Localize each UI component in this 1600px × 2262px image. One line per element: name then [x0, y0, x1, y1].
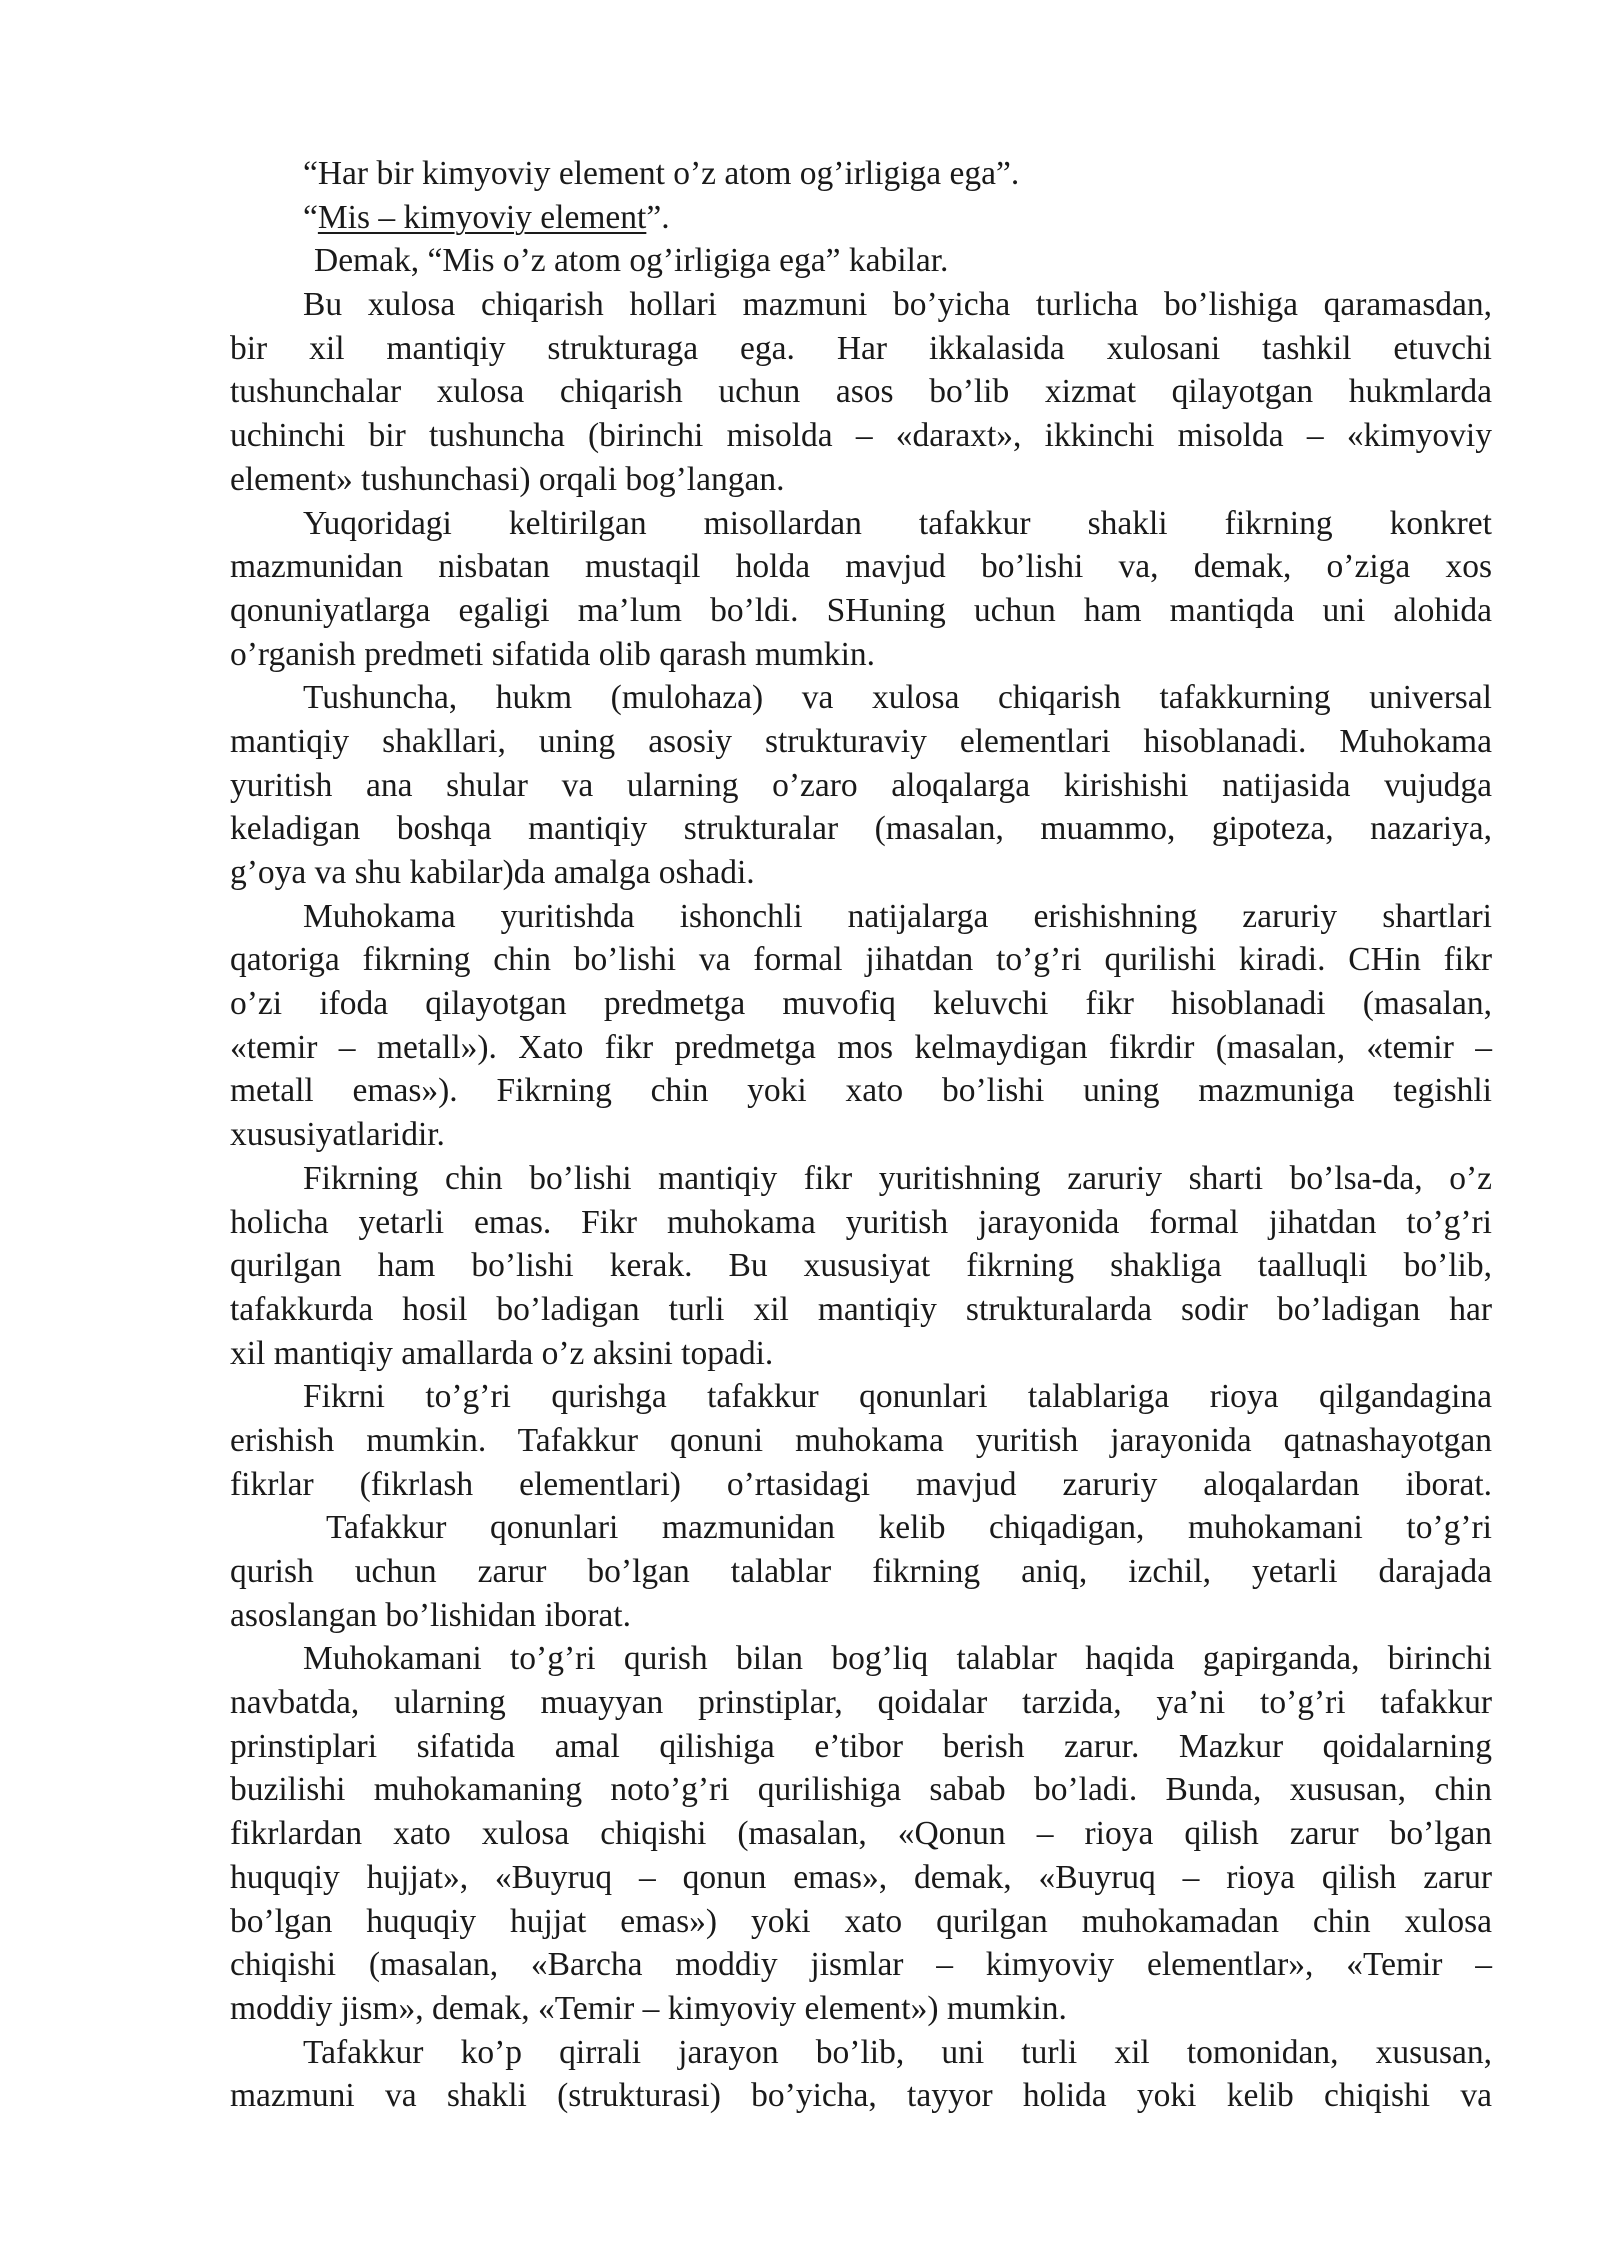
- text-line: bir xil mantiqiy strukturaga ega. Har ikkalasida xulosani tashkil etuvchi: [230, 329, 1492, 367]
- text-line: Tafakkur ko’p qirrali jarayon bo’lib, uni turli xil tomonidan, xususan,: [303, 2033, 1492, 2071]
- text-line: xususiyatlaridir.: [230, 1116, 445, 1154]
- text-line: tafakkurda hosil bo’ladigan turli xil mantiqiy strukturalarda sodir bo’ladigan har: [230, 1290, 1492, 1328]
- text-line: huquqiy hujjat», «Buyruq – qonun emas», demak, «Buyruq – rioya qilish zarur: [230, 1858, 1492, 1896]
- text-line: keladigan boshqa mantiqiy strukturalar (masalan, muammo, gipoteza, nazariya,: [230, 810, 1492, 848]
- text-line: erishish mumkin. Tafakkur qonuni muhokama yuritish jarayonida qatnashayotgan: [230, 1421, 1492, 1459]
- text-line: «temir – metall»). Xato fikr predmetga mos kelmaydigan fikrdir (masalan, «temir –: [230, 1028, 1492, 1066]
- text-line: metall emas»). Fikrning chin yoki xato bo’lishi uning mazmuniga tegishli: [230, 1072, 1492, 1110]
- text-line: fikrlar (fikrlash elementlari) o’rtasidagi mavjud zaruriy aloqalardan iborat.: [230, 1465, 1492, 1503]
- text-line: holicha yetarli emas. Fikr muhokama yuritish jarayonida formal jihatdan to’g’ri: [230, 1203, 1492, 1241]
- text-line: Tushuncha, hukm (mulohaza) va xulosa chiqarish tafakkurning universal: [303, 679, 1492, 717]
- text-line: bo’lgan huquqiy hujjat emas») yoki xato qurilgan muhokamadan chin xulosa: [230, 1902, 1492, 1940]
- text-line: Demak, “Mis o’z atom og’irligiga ega” kabilar.: [314, 242, 949, 280]
- text-line: uchinchi bir tushuncha (birinchi misolda – «daraxt», ikkinchi misolda – «kimyoviy: [230, 417, 1492, 455]
- text-line: asoslangan bo’lishidan iborat.: [230, 1596, 631, 1634]
- text-line: qatoriga fikrning chin bo’lishi va formal jihatdan to’g’ri qurilishi kiradi. CHin fikr: [230, 941, 1492, 979]
- underlined-premise: Mis – kimyoviy element: [317, 198, 647, 236]
- text-line: qurilgan ham bo’lishi kerak. Bu xususiyat fikrning shakliga taalluqli bo’lib,: [230, 1247, 1492, 1285]
- text-line: prinstiplari sifatida amal qilishiga e’tibor berish zarur. Mazkur qoidalarning: [230, 1727, 1492, 1765]
- quote-open: “: [303, 198, 318, 236]
- text-line: g’oya va shu kabilar)da amalga oshadi.: [230, 854, 755, 891]
- text-line: o’zi ifoda qilayotgan predmetga muvofiq keluvchi fikr hisoblanadi (masalan,: [230, 985, 1492, 1023]
- text-line: mantiqiy shakllari, uning asosiy strukturaviy elementlari hisoblanadi. Muhokama: [230, 722, 1492, 760]
- text-line: tushunchalar xulosa chiqarish uchun asos bo’lib xizmat qilayotgan hukmlarda: [230, 373, 1492, 411]
- text-line: element» tushunchasi) orqali bog’langan.: [230, 460, 785, 498]
- text-line: Fikrni to’g’ri qurishga tafakkur qonunlari talablariga rioya qilgandagina: [303, 1378, 1492, 1416]
- text-line: chiqishi (masalan, «Barcha moddiy jismlar – kimyoviy elementlar», «Temir –: [230, 1946, 1492, 1984]
- text-line: buzilishi muhokamaning noto’g’ri qurilishiga sabab bo’ladi. Bunda, xususan, chin: [230, 1771, 1492, 1809]
- text-line: qurish uchun zarur bo’lgan talablar fikrning aniq, izchil, yetarli darajada: [230, 1553, 1492, 1590]
- text-line: mazmuni va shakli (strukturasi) bo’yicha, tayyor holida yoki kelib chiqishi va: [230, 2077, 1492, 2115]
- text-line: mazmunidan nisbatan mustaqil holda mavjud bo’lishi va, demak, o’ziga xos: [230, 548, 1492, 586]
- text-line: fikrlardan xato xulosa chiqishi (masalan, «Qonun – rioya qilish zarur bo’lgan: [230, 1815, 1492, 1853]
- text-line: moddiy jism», demak, «Temir – kimyoviy element») mumkin.: [230, 1989, 1067, 2027]
- text-line: Tafakkur qonunlari mazmunidan kelib chiqadigan, muhokamani to’g’ri: [326, 1509, 1492, 1547]
- quote-close: ”.: [646, 198, 670, 236]
- text-line: xil mantiqiy amallarda o’z aksini topadi.: [230, 1334, 774, 1372]
- body-text: [230, 152, 1492, 2118]
- text-line: “Har bir kimyoviy element o’z atom og’irligiga ega”.: [303, 155, 1020, 192]
- text-line: [230, 196, 1492, 240]
- text-line: Muhokamani to’g’ri qurish bilan bog’liq talablar haqida gapirganda, birinchi: [303, 1640, 1492, 1678]
- text-line: o’rganish predmeti sifatida olib qarash mumkin.: [230, 635, 876, 673]
- text-line: Fikrning chin bo’lishi mantiqiy fikr yuritishning zaruriy sharti bo’lsa-da, o’z: [303, 1159, 1492, 1197]
- text-line: Muhokama yuritishda ishonchli natijalarga erishishning zaruriy shartlari: [303, 897, 1492, 935]
- text-line: navbatda, ularning muayyan prinstiplar, qoidalar tarzida, ya’ni to’g’ri tafakkur: [230, 1684, 1492, 1722]
- text-line: Yuqoridagi keltirilgan misollardan tafakkur shakli fikrning konkret: [303, 504, 1492, 542]
- text-line: Bu xulosa chiqarish hollari mazmuni bo’yicha turlicha bo’lishiga qaramasdan,: [303, 286, 1492, 324]
- text-line: qonuniyatlarga egaligi ma’lum bo’ldi. SHuning uchun ham mantiqda uni alohida: [230, 591, 1492, 629]
- text-line: yuritish ana shular va ularning o’zaro aloqalarga kirishishi natijasida vujudga: [230, 766, 1492, 804]
